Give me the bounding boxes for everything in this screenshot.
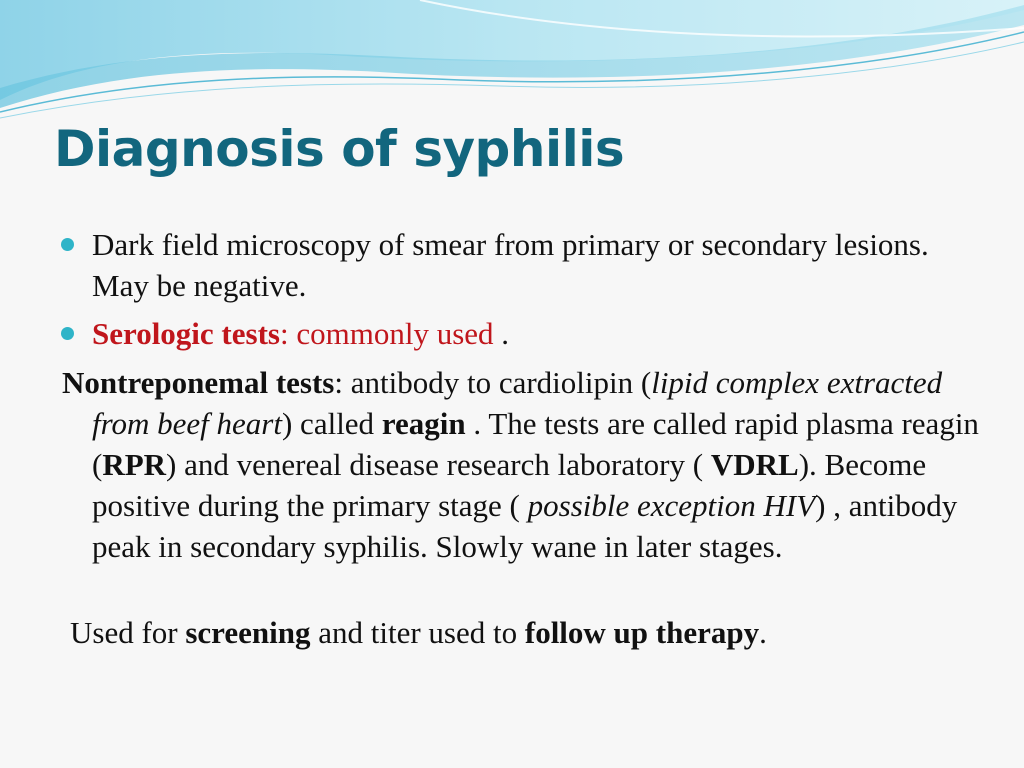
- text-run: Used for: [70, 615, 186, 650]
- bullet-item-dark-field: [62, 224, 992, 306]
- serologic-description: commonly used: [296, 316, 494, 351]
- vdrl-term: VDRL: [710, 447, 799, 482]
- screening-term: screening: [185, 615, 311, 650]
- nontreponemal-label: Nontreponemal tests: [62, 365, 335, 400]
- reagin-term: reagin: [381, 406, 466, 441]
- serologic-colon: :: [279, 316, 297, 351]
- bullet-item-serologic: [62, 313, 992, 354]
- text-run: and titer used to: [310, 615, 525, 650]
- rpr-term: RPR: [102, 447, 167, 482]
- usage-line: [70, 612, 970, 653]
- hiv-exception-italic: possible exception HIV: [527, 488, 816, 523]
- text-run: ). Become positive during the primary stage (: [92, 447, 927, 523]
- serologic-label: Serologic tests: [92, 316, 280, 351]
- text-run: ) called: [281, 406, 382, 441]
- text-run: ) , antibody peak in secondary syphilis. Slowly wane in later stages.: [92, 488, 958, 564]
- text-run: ) and venereal disease research laboratory (: [166, 447, 711, 482]
- follow-up-term: follow up therapy: [524, 615, 760, 650]
- bullet-text: Dark field microscopy of smear from primary or secondary lesions. May be negative.: [92, 227, 929, 303]
- text-run: . The tests are called rapid plasma reagin (: [92, 406, 979, 482]
- header-wave-decoration: [0, 0, 1024, 130]
- slide-title: Diagnosis of syphilis: [54, 120, 625, 178]
- bullet-dot-icon: [61, 327, 74, 340]
- bullet-dot-icon: [61, 238, 74, 251]
- text-run: : antibody to cardiolipin (: [334, 365, 652, 400]
- serologic-tail: .: [493, 316, 510, 351]
- text-run: .: [759, 615, 767, 650]
- nontreponemal-paragraph: [62, 362, 1000, 567]
- cardiolipin-italic: lipid complex extracted from beef heart: [92, 365, 943, 441]
